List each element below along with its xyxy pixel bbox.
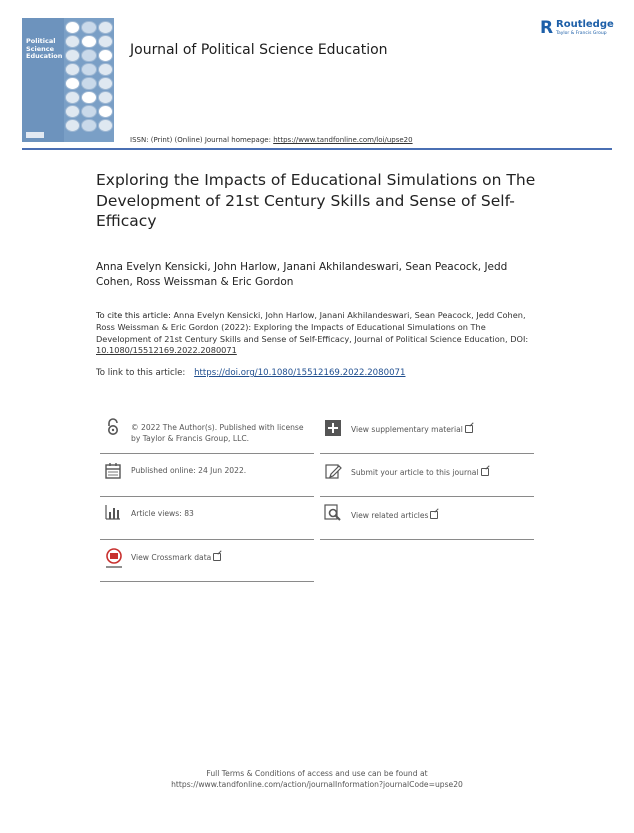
issn-prefix: ISSN: (Print) (Online) Journal homepage:	[130, 136, 271, 144]
issn-line	[130, 136, 413, 144]
cover-title: Political Science Education	[26, 37, 63, 60]
bar-chart-icon	[104, 503, 122, 521]
cite-text: Anna Evelyn Kensicki, John Harlow, Janani Akhilandeswari, Sean Peacock, Jedd Cohen, Ross Weissman & Eric Gordon (2022): Exploring the Impacts of Educational Simulations on The Development of 21st Century Skills and Sense of Self-Efficacy, Journal of Political Science Education, DOI:	[96, 310, 529, 344]
magnifier-icon	[324, 504, 342, 522]
cite-label: To cite this article:	[96, 310, 171, 320]
article-link-line	[96, 368, 406, 378]
submit-link[interactable]	[351, 467, 489, 478]
header-divider	[22, 148, 612, 150]
external-link-icon	[481, 468, 489, 476]
routledge-r-icon: R	[540, 18, 554, 38]
crossmark-link[interactable]	[131, 552, 221, 563]
submit-label: Submit your article to this journal	[351, 468, 479, 477]
cover-publisher-mark	[26, 132, 44, 138]
supplementary-box[interactable]	[320, 412, 534, 454]
external-link-icon	[213, 553, 221, 561]
link-label: To link to this article:	[96, 368, 186, 378]
views-box	[100, 497, 314, 540]
license-box[interactable]	[100, 412, 314, 454]
footer	[0, 768, 634, 790]
related-label: View related articles	[351, 511, 429, 520]
publisher-tagline: Taylor & Francis Group	[556, 31, 607, 36]
citation-block	[96, 310, 536, 357]
supplementary-link[interactable]	[351, 424, 473, 435]
journal-cover	[22, 18, 114, 142]
article-title: Exploring the Impacts of Educational Simulations on The Development of 21st Century Skills and Sense of Self-Efficacy	[96, 171, 536, 230]
open-access-lock-icon	[104, 418, 122, 436]
license-text: © 2022 The Author(s). Published with license by Taylor & Francis Group, LLC.	[131, 423, 304, 443]
related-link[interactable]	[351, 510, 438, 521]
external-link-icon	[430, 511, 438, 519]
edit-icon	[324, 462, 342, 480]
external-link-icon	[465, 425, 473, 433]
published-box	[100, 454, 314, 497]
published-date: Published online: 24 Jun 2022.	[131, 466, 247, 475]
cover-icon-grid	[64, 20, 114, 140]
crossmark-icon	[104, 548, 124, 570]
publisher-logo	[540, 18, 620, 40]
related-box[interactable]	[320, 497, 534, 540]
supplementary-label: View supplementary material	[351, 425, 463, 434]
crossmark-label: View Crossmark data	[131, 553, 212, 562]
footer-terms: Full Terms & Conditions of access and use can be found at	[206, 769, 428, 778]
submit-box[interactable]	[320, 454, 534, 497]
calendar-icon	[104, 462, 122, 480]
article-views: Article views: 83	[131, 509, 194, 518]
crossmark-box[interactable]	[100, 540, 314, 582]
article-doi-link[interactable]: https://doi.org/10.1080/15512169.2022.2080071	[194, 368, 406, 378]
cite-doi-link[interactable]: 10.1080/15512169.2022.2080071	[96, 345, 237, 356]
footer-terms-link[interactable]: https://www.tandfonline.com/action/journalInformation?journalCode=upse20	[171, 780, 463, 789]
plus-icon	[324, 419, 342, 437]
article-authors: Anna Evelyn Kensicki, John Harlow, Janani Akhilandeswari, Sean Peacock, Jedd Cohen, Ross Weissman & Eric Gordon	[96, 261, 508, 288]
journal-homepage-link[interactable]: https://www.tandfonline.com/loi/upse20	[273, 136, 413, 144]
publisher-name: Routledge	[556, 19, 614, 30]
journal-title[interactable]: Journal of Political Science Education	[130, 42, 388, 58]
